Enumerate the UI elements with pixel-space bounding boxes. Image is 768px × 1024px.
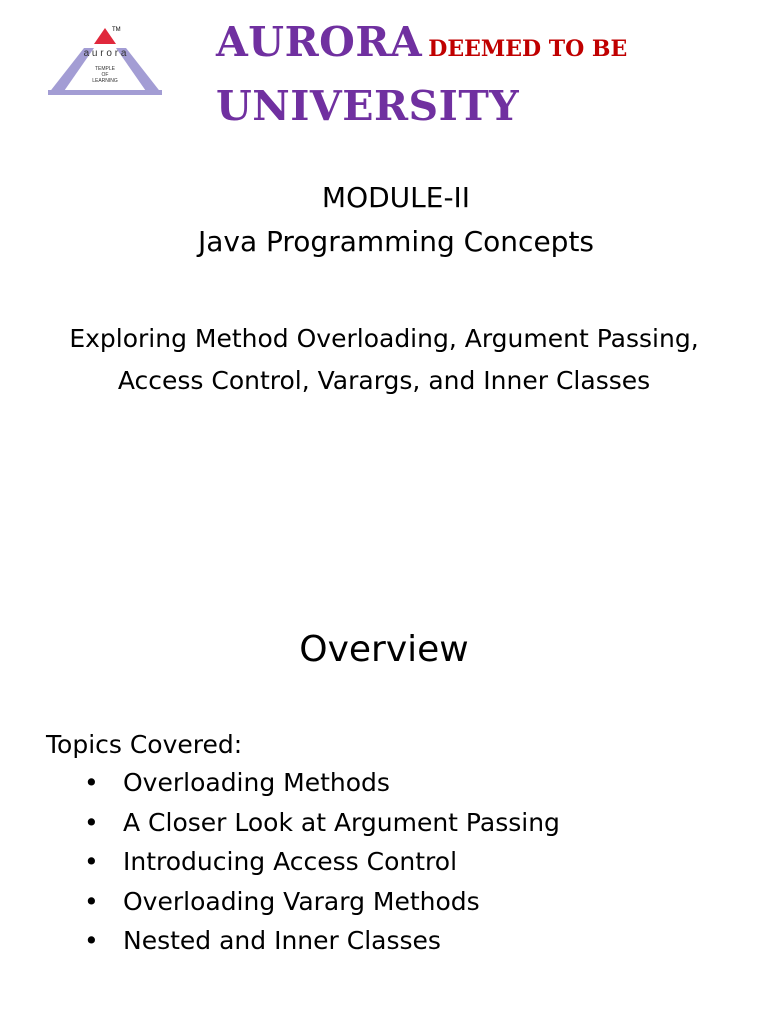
topic-text: Overloading Vararg Methods [123,886,480,916]
topic-text: Overloading Methods [123,768,390,797]
deemed-label: DEEMED TO BE [428,36,628,62]
topic-text: Introducing Access Control [123,847,458,876]
subtitle-line: Access Control, Varargs, and Inner Classes [117,366,651,395]
logo-base-bar [48,90,162,95]
university-name-line1 [216,18,627,66]
overview-heading: Overview [299,629,469,670]
logo-wordmark: a u r o r a [83,48,127,59]
aurora-logo-icon [44,22,166,98]
logo-tagline-3: LEARNING [92,78,118,84]
bullet-icon: • [84,807,99,837]
course-title: Java Programming Concepts [197,225,595,258]
topics-label: Topics Covered: [46,730,243,759]
module-title: MODULE-II [321,181,471,214]
subtitle [0,318,768,402]
bullet-icon: • [84,847,99,876]
logo-tagline-2: OF [101,72,109,78]
topic-text: A Closer Look at Argument Passing [123,807,560,837]
bullet-icon: • [84,926,99,955]
topic-text: Nested and Inner Classes [123,926,441,955]
aurora-logo [44,22,166,98]
university-name-line2: UNIVERSITY [216,82,520,130]
bullet-icon: • [84,886,99,916]
bullet-icon: • [84,768,99,797]
university-name-aurora: AURORA [216,18,423,66]
logo-tm: TM [112,27,121,33]
subtitle-line: Exploring Method Overloading, Argument Passing, [69,324,699,353]
logo-tagline-1: TEMPLE [94,66,116,72]
